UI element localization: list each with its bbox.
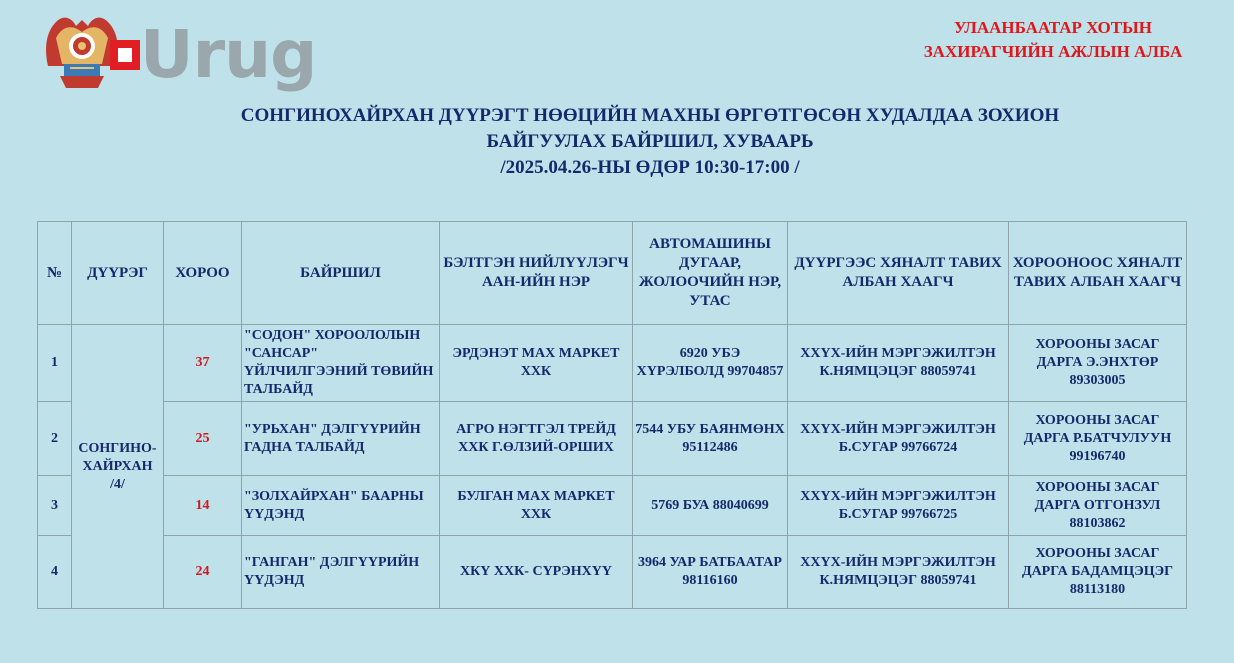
table-row <box>38 402 1187 476</box>
table-row <box>38 536 1187 609</box>
organization-name <box>888 16 1218 64</box>
header-district: ДҮҮРЭГ <box>72 222 164 325</box>
vehicle-cell: 6920 УБЭ ХҮРЭЛБОЛД 99704857 <box>633 325 788 402</box>
supplier-cell: БУЛГАН МАХ МАРКЕТ ХХК <box>440 476 633 536</box>
title-line-3: /2025.04.26-НЫ ӨДӨР 10:30-17:00 / <box>500 157 800 178</box>
table-header-row <box>38 222 1187 325</box>
khoroo-officer-cell: ХОРООНЫ ЗАСАГ ДАРГА Э.ЭНХТӨР 89303005 <box>1009 325 1187 402</box>
location-cell: "ЗОЛХАЙРХАН" БААРНЫ ҮҮДЭНД <box>242 476 440 536</box>
khoroo-number: 14 <box>164 476 242 536</box>
district-officer-cell: ХХҮХ-ИЙН МЭРГЭЖИЛТЭН К.НЯМЦЭЦЭГ 88059741 <box>788 325 1009 402</box>
watermark-logo: Urug <box>140 16 317 93</box>
supplier-cell: ХКҮ ХХК- СҮРЭНХҮҮ <box>440 536 633 609</box>
khoroo-number: 24 <box>164 536 242 609</box>
row-number: 2 <box>38 402 72 476</box>
district-cell: СОНГИНО-ХАЙРХАН /4/ <box>72 325 164 609</box>
header-khoroo: ХОРОО <box>164 222 242 325</box>
table-row <box>38 476 1187 536</box>
title-line-2: БАЙГУУЛАХ БАЙРШИЛ, ХУВААРЬ <box>486 131 814 152</box>
supplier-cell: АГРО НЭГТГЭЛ ТРЕЙД ХХК Г.ӨЛЗИЙ-ОРШИХ <box>440 402 633 476</box>
vehicle-cell: 5769 БУА 88040699 <box>633 476 788 536</box>
org-line-1: УЛААНБААТАР ХОТЫН <box>953 18 1153 37</box>
khoroo-officer-cell: ХОРООНЫ ЗАСАГ ДАРГА Р.БАТЧУЛУУН 99196740 <box>1009 402 1187 476</box>
header-location: БАЙРШИЛ <box>242 222 440 325</box>
location-cell: "ГАНГАН" ДЭЛГҮҮРИЙН ҮҮДЭНД <box>242 536 440 609</box>
header-vehicle: АВТОМАШИНЫ ДУГААР, ЖОЛООЧИЙН НЭР, УТАС <box>633 222 788 325</box>
page-title <box>0 103 1234 181</box>
district-officer-cell: ХХҮХ-ИЙН МЭРГЭЖИЛТЭН Б.СУГАР 99766724 <box>788 402 1009 476</box>
location-cell: "СОДОН" ХОРООЛОЛЫН "САНСАР" ҮЙЛЧИЛГЭЭНИЙ ТӨВИЙН ТАЛБАЙД <box>242 325 440 402</box>
vehicle-cell: 3964 УАР БАТБААТАР 98116160 <box>633 536 788 609</box>
district-officer-cell: ХХҮХ-ИЙН МЭРГЭЖИЛТЭН К.НЯМЦЭЦЭГ 88059741 <box>788 536 1009 609</box>
row-number: 3 <box>38 476 72 536</box>
khoroo-officer-cell: ХОРООНЫ ЗАСАГ ДАРГА ОТГОНЗУЛ 88103862 <box>1009 476 1187 536</box>
table-row <box>38 325 1187 402</box>
vehicle-cell: 7544 УБУ БАЯНМӨНХ 95112486 <box>633 402 788 476</box>
district-officer-cell: ХХҮХ-ИЙН МЭРГЭЖИЛТЭН Б.СУГАР 99766725 <box>788 476 1009 536</box>
header-supplier: БЭЛТГЭН НИЙЛҮҮЛЭГЧ ААН-ИЙН НЭР <box>440 222 633 325</box>
khoroo-number: 37 <box>164 325 242 402</box>
khoroo-number: 25 <box>164 402 242 476</box>
header-number: № <box>38 222 72 325</box>
header-district-officer: ДҮҮРГЭЭС ХЯНАЛТ ТАВИХ АЛБАН ХААГЧ <box>788 222 1009 325</box>
schedule-table <box>37 221 1187 609</box>
row-number: 1 <box>38 325 72 402</box>
header-khoroo-officer: ХОРООНООС ХЯНАЛТ ТАВИХ АЛБАН ХААГЧ <box>1009 222 1187 325</box>
khoroo-officer-cell: ХОРООНЫ ЗАСАГ ДАРГА БАДАМЦЭЦЭГ 88113180 <box>1009 536 1187 609</box>
title-line-1: СОНГИНОХАЙРХАН ДҮҮРЭГТ НӨӨЦИЙН МАХНЫ ӨРГӨТГӨСӨН ХУДАЛДАА ЗОХИОН <box>240 105 1060 126</box>
org-line-2: ЗАХИРАГЧИЙН АЖЛЫН АЛБА <box>923 42 1183 61</box>
supplier-cell: ЭРДЭНЭТ МАХ МАРКЕТ ХХК <box>440 325 633 402</box>
row-number: 4 <box>38 536 72 609</box>
watermark-square-icon <box>110 40 140 70</box>
location-cell: "УРЬХАН" ДЭЛГҮҮРИЙН ГАДНА ТАЛБАЙД <box>242 402 440 476</box>
